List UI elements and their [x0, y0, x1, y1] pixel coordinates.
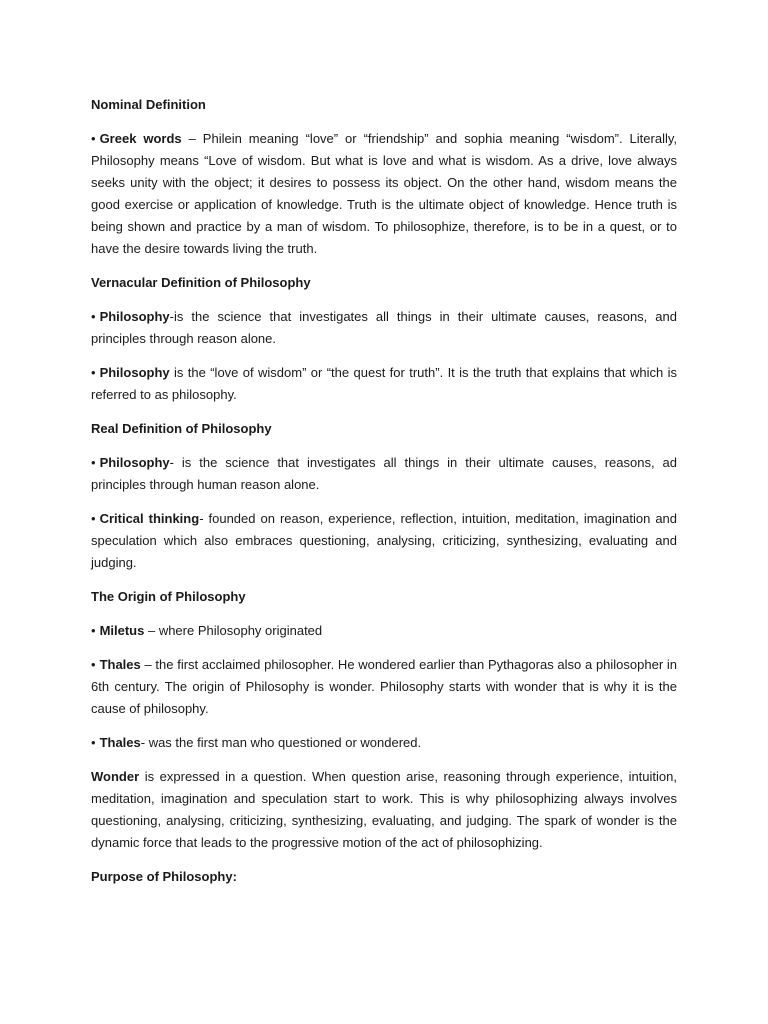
- bullet: •: [91, 309, 96, 324]
- term: Critical thinking: [99, 511, 200, 526]
- paragraph: [91, 508, 677, 574]
- term: Thales: [99, 735, 141, 750]
- paragraph: [91, 452, 677, 496]
- section-heading: Purpose of Philosophy:: [91, 869, 237, 884]
- paragraph-text: is the “love of wisdom” or “the quest for truth”. It is the truth that explains that which is referred to as philosophy.: [91, 365, 677, 402]
- bullet: •: [91, 365, 96, 380]
- bullet: •: [91, 455, 96, 470]
- bullet: •: [91, 511, 96, 526]
- bullet: •: [91, 131, 96, 146]
- term: Miletus: [99, 623, 145, 638]
- section-heading: The Origin of Philosophy: [91, 589, 246, 604]
- term: Philosophy: [99, 309, 170, 324]
- section-heading: Real Definition of Philosophy: [91, 421, 272, 436]
- paragraph: [91, 620, 677, 642]
- paragraph-text: – where Philosophy originated: [144, 623, 323, 638]
- paragraph: [91, 766, 677, 854]
- paragraph-text: - was the first man who questioned or wondered.: [140, 735, 422, 750]
- paragraph: [91, 654, 677, 720]
- paragraph-text: - is the science that investigates all things in their ultimate causes, reasons, ad principles through human reason alone.: [91, 455, 677, 492]
- term: Greek words: [99, 131, 182, 146]
- term: Wonder: [91, 769, 140, 784]
- paragraph-text: – the first acclaimed philosopher. He wondered earlier than Pythagoras also a philosopher in 6th century. The origin of Philosophy is wonder. Philosophy starts with wonder that is why it is the cause of philosophy.: [91, 657, 677, 716]
- section-heading: Nominal Definition: [91, 97, 206, 112]
- section-heading: Vernacular Definition of Philosophy: [91, 275, 311, 290]
- bullet: •: [91, 735, 96, 750]
- paragraph-text: is expressed in a question. When question arise, reasoning through experience, intuition, meditation, imagination and speculation start to work. This is why philosophizing always involves questioning, analysing, criticizing, synthesizing, evaluating, and judging. The spark of wonder is the dynamic force that leads to the progressive motion of the act of philosophizing.: [91, 769, 677, 850]
- term: Philosophy: [99, 455, 170, 470]
- bullet: •: [91, 623, 96, 638]
- term: Philosophy: [99, 365, 170, 380]
- paragraph-text: – Philein meaning “love” or “friendship” and sophia meaning “wisdom”. Literally, Philosophy means “Love of wisdom. But what is love and what is wisdom. As a drive, love always seeks unity with the object; it desires to possess its object. On the other hand, wisdom means the good exercise or application of knowledge. Truth is the ultimate object of knowledge. Hence truth is being shown and practice by a man of wisdom. To philosophize, therefore, is to be in a quest, or to have the desire towards living the truth.: [91, 131, 677, 256]
- paragraph: [91, 732, 677, 754]
- paragraph: [91, 362, 677, 406]
- paragraph-text: -is the science that investigates all things in their ultimate causes, reasons, and principles through reason alone.: [91, 309, 677, 346]
- paragraph-text: - founded on reason, experience, reflection, intuition, meditation, imagination and speculation which also embraces questioning, analysing, criticizing, synthesizing, evaluating and judging.: [91, 511, 678, 570]
- bullet: •: [91, 657, 96, 672]
- paragraph: [91, 306, 677, 350]
- term: Thales: [99, 657, 141, 672]
- paragraph: [91, 128, 677, 260]
